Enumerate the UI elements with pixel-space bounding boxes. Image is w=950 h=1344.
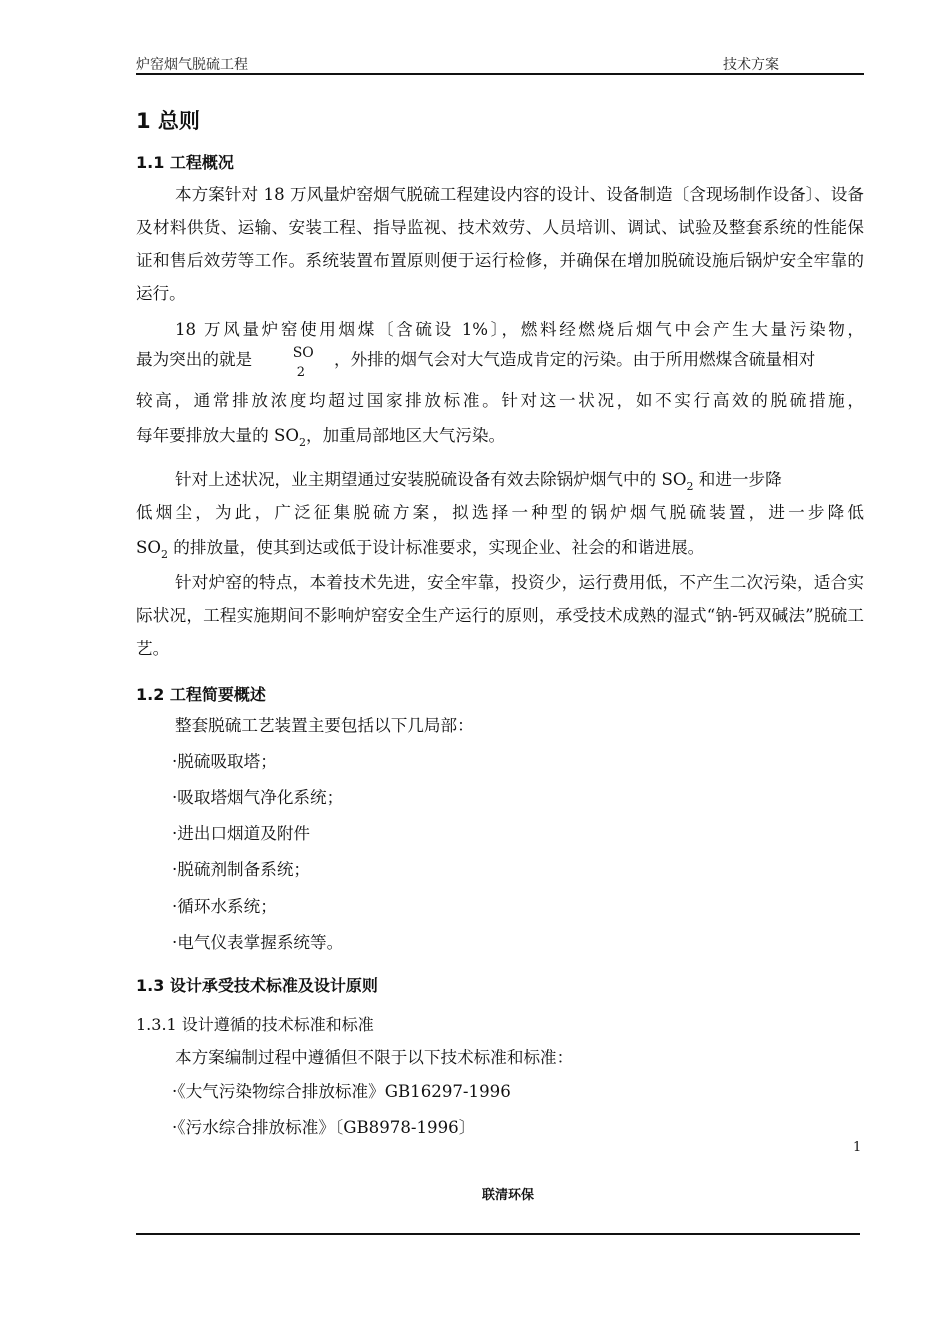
header-title: 炉窑烟气脱硫工程 <box>136 57 248 73</box>
paragraph-process-choice: 针对炉窑的特点，本着技术先进，安全牢靠，投资少，运行费用低，不产生二次污染，适合实际状况，工程实施期间不影响炉窑安全生产运行的原则，承受技术成熟的湿式“钠-钙双碱法”脱硫工艺。 <box>136 573 864 658</box>
paragraph-fuel-line-4: 每年要排放大量的 $SO_2$，加重局部地区大气污染。 <box>136 426 506 449</box>
fuel-text-b: ，外排的烟气会对大气造成肯定的污染。由于所用燃煤含硫量相对 <box>334 350 816 369</box>
section-heading-1-1: 1.1 工程概况 <box>136 153 234 172</box>
paragraph-owner-line-1: 针对上述状况，业主期望通过安装脱硫设备有效去除锅炉烟气中的 $SO_2$ 和进一步降 <box>175 470 782 493</box>
list-item: ·循环水系统； <box>172 897 277 916</box>
footer-divider <box>136 1233 860 1235</box>
chapter-heading: 1 总则 <box>136 109 200 133</box>
equipment-intro: 整套脱硫工艺装置主要包括以下几局部： <box>175 716 474 735</box>
page-number: 1 <box>853 1140 862 1155</box>
section-heading-1-2: 1.2 工程简要概述 <box>136 685 266 704</box>
paragraph-fuel-line-3: 较高，通常排放浓度均超过国家排放标准。针对这一状况，如不实行高效的脱硫措施， <box>136 391 864 410</box>
paragraph-owner-line-3: $SO_2$ 的排放量，使其到达或低于设计标准要求，实现企业、社会的和谐进展。 <box>136 538 705 561</box>
list-item: ·吸取塔烟气净化系统； <box>172 788 344 807</box>
header-divider <box>136 73 864 75</box>
footer-company: 联清环保 <box>482 1188 535 1203</box>
list-item: ·脱硫吸取塔； <box>172 752 277 771</box>
list-item: ·进出口烟道及附件 <box>172 824 311 843</box>
paragraph-fuel-line-2: 最为突出的就是 SO 2 ，外排的烟气会对大气造成肯定的污染。由于所用燃煤含硫量相对 <box>136 345 816 380</box>
list-item: ·脱硫剂制备系统； <box>172 860 311 879</box>
subsection-heading-1-3-1: 1.3.1 设计遵循的技术标准和标准 <box>136 1015 374 1034</box>
paragraph-owner-line-2: 低烟尘，为此，广泛征集脱硫方案，拟选择一种型的锅炉烟气脱硫装置，进一步降低 <box>136 503 864 522</box>
fuel-text-a: 最为突出的就是 <box>136 350 253 369</box>
section-heading-1-3: 1.3 设计承受技术标准及设计原则 <box>136 976 378 995</box>
paragraph-fuel-line-1: 18 万风量炉窑使用烟煤〔含硫设 1%〕，燃料经燃烧后烟气中会产生大量污染物， <box>175 320 864 339</box>
standards-intro: 本方案编制过程中遵循但不限于以下技术标准和标准： <box>175 1048 574 1067</box>
header-doc-type: 技术方案 <box>723 57 779 73</box>
list-item: ·电气仪表掌握系统等。 <box>172 933 344 952</box>
paragraph-overview: 本方案针对 18 万风量炉窑烟气脱硫工程建设内容的设计、设备制造〔含现场制作设备〕、设备及材料供货、运输、安装工程、指导监视、技术效劳、人员培训、调试、试验及整套系统的性能保证和售后效劳等工作。系统装置布置原则便于运行检修，并确保在增加脱硫设施后锅炉安全牢靠的运行。 <box>136 185 864 303</box>
list-item: ·《大气污染物综合排放标准》GB16297-1996 <box>172 1082 511 1101</box>
list-item: ·《污水综合排放标准》〔GB8978-1996〕 <box>172 1118 476 1137</box>
